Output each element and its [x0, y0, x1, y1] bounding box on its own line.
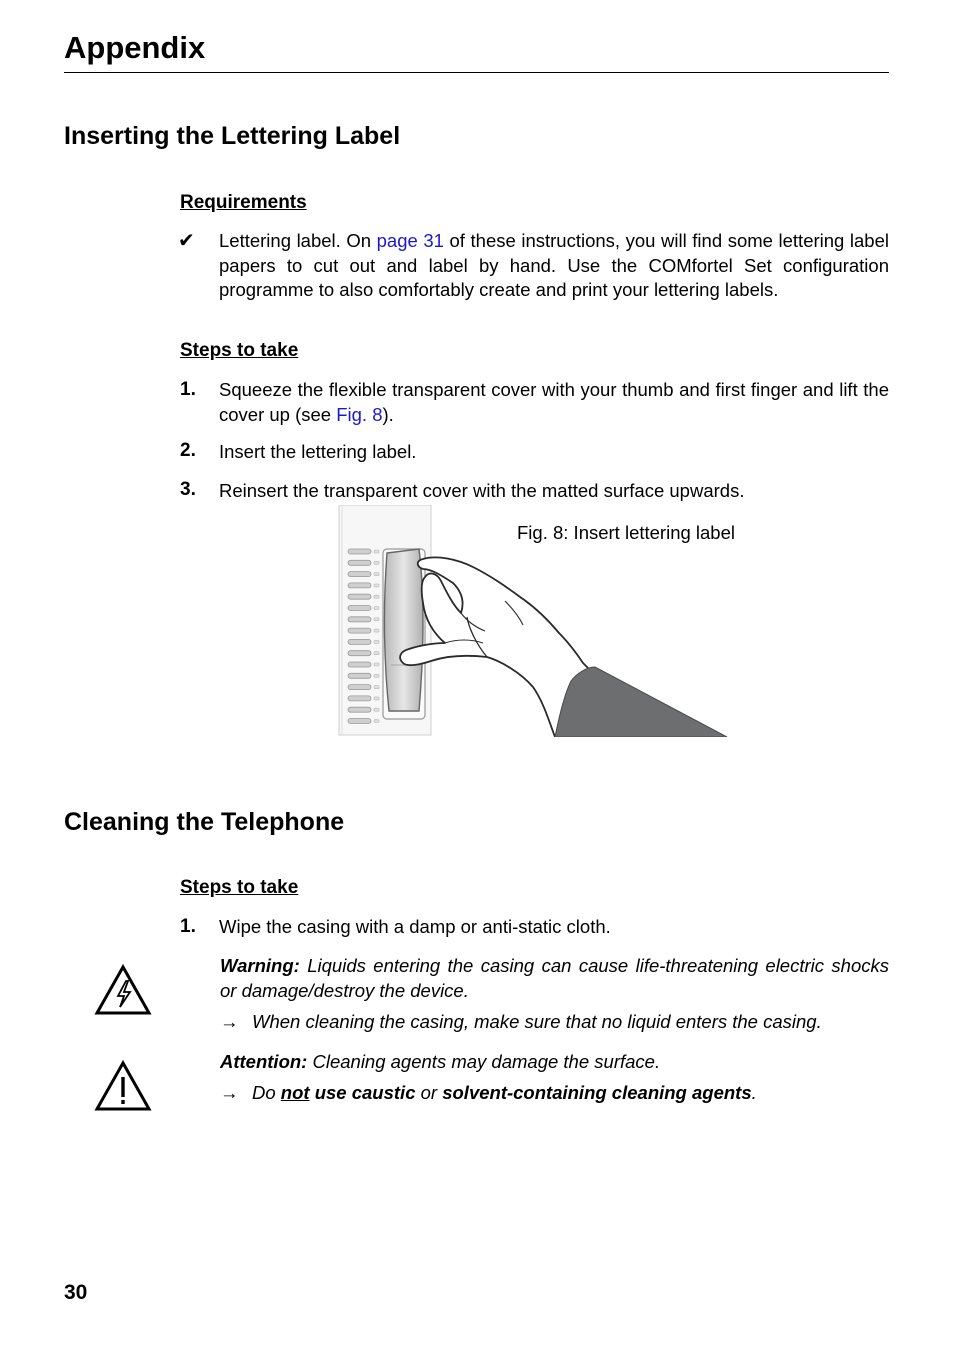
key-led: [374, 561, 379, 564]
key-button: [348, 628, 371, 633]
key-led: [374, 663, 379, 666]
key-led: [374, 697, 379, 700]
key-button: [348, 639, 371, 644]
caution-icon: [94, 1060, 152, 1112]
key-led: [374, 708, 379, 711]
key-button: [348, 572, 371, 577]
requirements-heading: Requirements: [180, 192, 307, 213]
key-button: [348, 549, 371, 554]
sleeve: [555, 667, 727, 737]
step-3-text: Reinsert the transparent cover with the matted surface upwards.: [219, 480, 745, 501]
page-number: 30: [64, 1281, 88, 1304]
key-button: [348, 583, 371, 588]
key-led: [374, 573, 379, 576]
step-1-number: 1.: [180, 379, 196, 400]
electric-hazard-icon: [94, 964, 152, 1016]
warning-action: → When cleaning the casing, make sure that no liquid enters the casing.: [220, 1011, 822, 1032]
key-led: [374, 674, 379, 677]
key-button: [348, 719, 371, 724]
arrow-icon: →: [220, 1011, 239, 1032]
warning-label: Warning:: [220, 955, 300, 976]
key-led: [374, 720, 379, 723]
steps-heading-2: Steps to take: [180, 877, 299, 898]
key-button: [348, 617, 371, 622]
key-button: [348, 662, 371, 667]
arrow-icon: →: [220, 1082, 239, 1103]
cleaning-step-1-text: Wipe the casing with a damp or anti-static cloth.: [219, 916, 611, 937]
attention-label: Attention:: [220, 1051, 308, 1072]
step-2-number: 2.: [180, 440, 196, 461]
key-button: [348, 651, 371, 656]
cleaning-step-1-number: 1.: [180, 916, 196, 937]
attention-action: → Do not use caustic or solvent-containing cleaning agents.: [220, 1082, 757, 1103]
key-button: [348, 606, 371, 611]
key-led: [374, 652, 379, 655]
key-led: [374, 618, 379, 621]
key-button: [348, 594, 371, 599]
key-button: [348, 685, 371, 690]
requirement-text: Lettering label. On page 31 of these instructions, you will find some lettering label papers to cut out and label by hand. Use the COMfortel Set configuration programme to also comfortably create and print your lettering labels.: [219, 230, 889, 300]
key-button: [348, 560, 371, 565]
transparent-cover: [384, 549, 423, 711]
key-led: [374, 550, 379, 553]
checkmark-icon: ✔: [178, 230, 195, 252]
steps-heading-1: Steps to take: [180, 340, 299, 361]
section-title-cleaning: Cleaning the Telephone: [64, 808, 345, 836]
chapter-title: Appendix: [64, 30, 206, 65]
figure-caption: Fig. 8: Insert lettering label: [517, 522, 735, 543]
step-3-number: 3.: [180, 479, 196, 500]
key-button: [348, 696, 371, 701]
key-led: [374, 595, 379, 598]
section-title-lettering-label: Inserting the Lettering Label: [64, 122, 401, 150]
key-button: [348, 707, 371, 712]
key-led: [374, 607, 379, 610]
step-1-text: Squeeze the flexible transparent cover with your thumb and first finger and lift the cover up (see Fig. 8).: [219, 379, 889, 425]
key-button: [348, 673, 371, 678]
key-led: [374, 640, 379, 643]
page-31-link[interactable]: page 31: [376, 230, 444, 251]
key-led: [374, 584, 379, 587]
chapter-rule: [64, 72, 889, 73]
warning-text: Warning: Liquids entering the casing can cause life-threatening electric shocks or damage/destroy the device.: [220, 955, 889, 1001]
step-2-text: Insert the lettering label.: [219, 441, 417, 462]
key-led: [374, 629, 379, 632]
fig-8-link[interactable]: Fig. 8: [336, 403, 383, 425]
attention-text: Attention: Cleaning agents may damage the surface.: [220, 1051, 661, 1072]
key-led: [374, 686, 379, 689]
